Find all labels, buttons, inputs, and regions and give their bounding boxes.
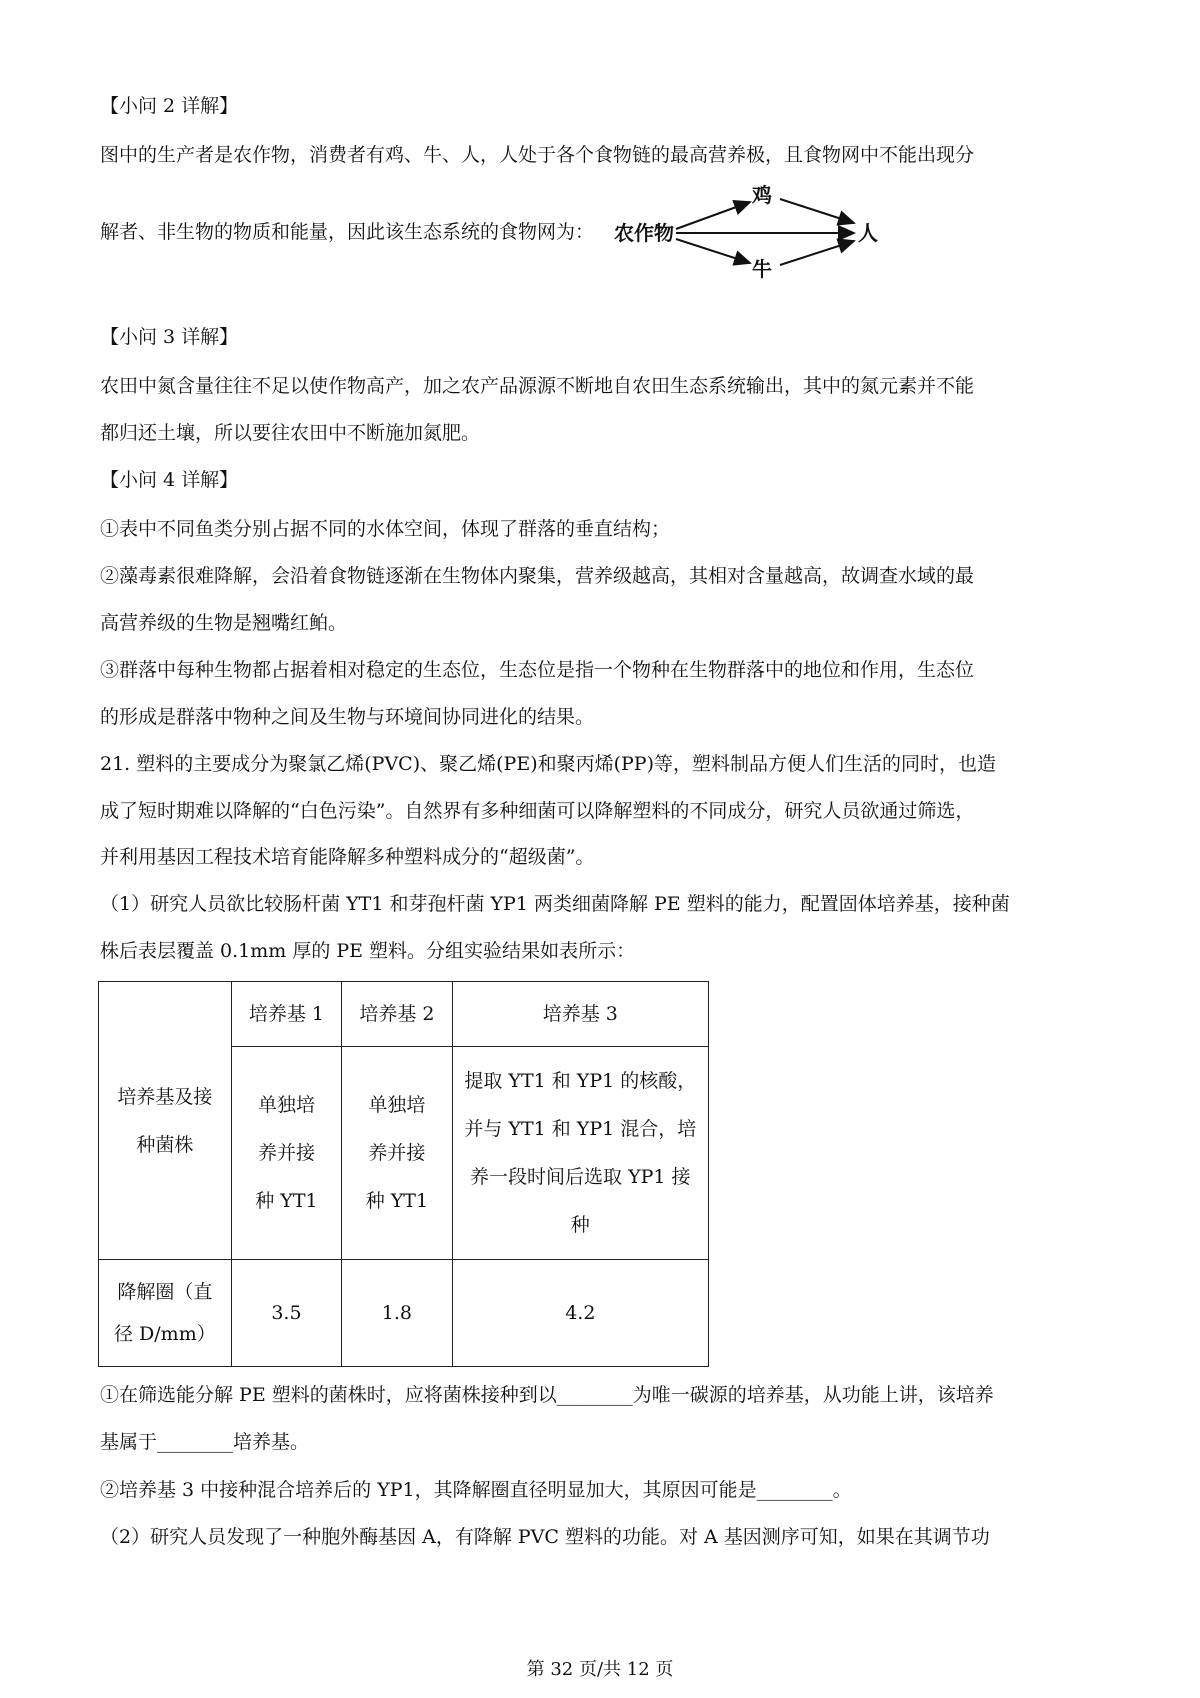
value-cell-3: 4.2 bbox=[452, 1260, 708, 1367]
q4-item-1: ①表中不同鱼类分别占据不同的水体空间，体现了群落的垂直结构； bbox=[100, 518, 671, 540]
page-footer: 第 32 页/共 12 页 bbox=[526, 1659, 674, 1680]
q21-stem-line-2: 成了短时期难以降解的“白色污染”。自然界有多种细菌可以降解塑料的不同成分，研究人员欲通过筛选， bbox=[100, 800, 975, 822]
q4-heading: 【小问 4 详解】 bbox=[100, 469, 239, 491]
q21-sub1-line-2: 基属于________培养基。 bbox=[100, 1431, 310, 1453]
q4-item-2-line-2: 高营养级的生物是翘嘴红鲌。 bbox=[100, 612, 348, 634]
table-cell: 单独培 养并接 种 YT1 bbox=[231, 1047, 341, 1260]
q4-item-2-line-1: ②藻毒素很难降解，会沿着食物链逐渐在生物体内聚集，营养级越高，其相对含量越高，故调查水域的最 bbox=[100, 565, 975, 587]
q21-sub2-line: ②培养基 3 中接种混合培养后的 YP1，其降解圈直径明显加大，其原因可能是________。 bbox=[100, 1479, 852, 1501]
value-cell-2: 1.8 bbox=[342, 1260, 452, 1367]
arrow-cattle-to-human bbox=[780, 241, 854, 265]
value-cell-1: 3.5 bbox=[231, 1260, 341, 1367]
cattle-label: 牛 bbox=[752, 257, 772, 281]
table-cell: 单独培 养并接 种 YT1 bbox=[342, 1047, 452, 1260]
q3-paragraph-line-1: 农田中氮含量往往不足以使作物高产，加之农产品源源不断地自农田生态系统输出，其中的氮元素并不能 bbox=[100, 375, 975, 397]
column-header-1: 培养基 1 bbox=[231, 982, 341, 1047]
results-table bbox=[98, 981, 709, 1367]
q2-heading: 【小问 2 详解】 bbox=[100, 95, 239, 117]
q2-paragraph-line-1: 图中的生产者是农作物，消费者有鸡、牛、人，人处于各个食物链的最高营养极，且食物网中不能出现分 bbox=[100, 144, 975, 166]
q2-paragraph-line-2: 解者、非生物的物质和能量，因此该生态系统的食物网为： bbox=[100, 221, 595, 243]
table-row bbox=[99, 1260, 709, 1367]
q21-part2-line: （2）研究人员发现了一种胞外酶基因 A，有降解 PVC 塑料的功能。对 A 基因测序可知，如果在其调节功 bbox=[100, 1526, 990, 1548]
q3-paragraph-line-2: 都归还土壤，所以要往农田中不断施加氮肥。 bbox=[100, 422, 481, 444]
table-row bbox=[99, 982, 709, 1047]
chicken-label: 鸡 bbox=[752, 183, 772, 207]
q21-part1-line-1: （1）研究人员欲比较肠杆菌 YT1 和芽孢杆菌 YP1 两类细菌降解 PE 塑料的能力，配置固体培养基，接种菌 bbox=[100, 893, 1010, 915]
arrow-crop-to-cattle bbox=[676, 239, 750, 263]
row-header-medium: 培养基及接 种菌株 bbox=[99, 982, 232, 1260]
food-web-diagram bbox=[614, 183, 980, 297]
q21-stem-line-3: 并利用基因工程技术培育能降解多种塑料成分的“超级菌”。 bbox=[100, 846, 595, 868]
table-cell: 提取 YT1 和 YP1 的核酸， 并与 YT1 和 YP1 混合，培 养一段时间后选取 YP1 接 种 bbox=[452, 1047, 708, 1260]
human-label: 人 bbox=[858, 221, 878, 245]
column-header-3: 培养基 3 bbox=[452, 982, 708, 1047]
q21-sub1-line-1: ①在筛选能分解 PE 塑料的菌株时，应将菌株接种到以________为唯一碳源的培养基，从功能上讲，该培养 bbox=[100, 1384, 994, 1406]
row-header-halo: 降解圈（直 径 D/mm） bbox=[99, 1260, 232, 1367]
column-header-2: 培养基 2 bbox=[342, 982, 452, 1047]
q4-item-3-line-2: 的形成是群落中物种之间及生物与环境间协同进化的结果。 bbox=[100, 706, 595, 728]
producer-label: 农作物 bbox=[614, 221, 674, 245]
arrow-crop-to-chicken bbox=[676, 202, 750, 229]
arrow-chicken-to-human bbox=[780, 199, 854, 223]
q4-item-3-line-1: ③群落中每种生物都占据着相对稳定的生态位，生态位是指一个物种在生物群落中的地位和作用，生态位 bbox=[100, 659, 975, 681]
q21-part1-line-2: 株后表层覆盖 0.1mm 厚的 PE 塑料。分组实验结果如表所示： bbox=[100, 940, 636, 962]
q21-stem-line-1: 21. 塑料的主要成分为聚氯乙烯(PVC)、聚乙烯(PE)和聚丙烯(PP)等，塑料制品方便人们生活的同时，也造 bbox=[100, 753, 996, 775]
food-web-arrows bbox=[660, 197, 980, 297]
q3-heading: 【小问 3 详解】 bbox=[100, 326, 239, 348]
